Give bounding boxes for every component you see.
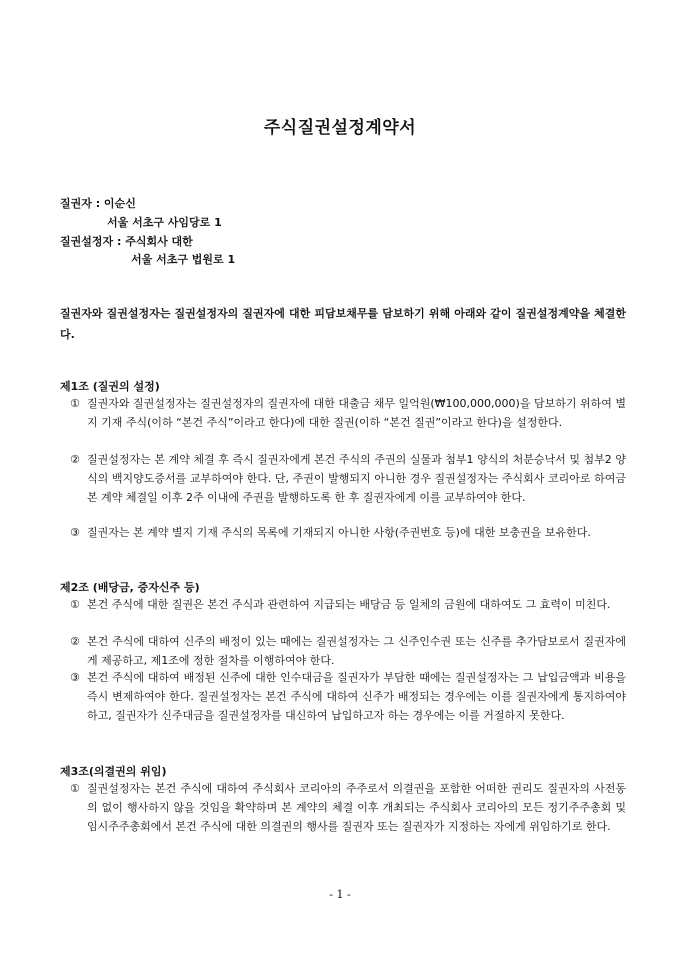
clause-number: ① [70,598,80,611]
clause-text: 질권설정자는 본 계약 체결 후 즉시 질권자에게 본건 주식의 주권의 실물과 첨부1 양식의 처분승낙서 및 첨부2 양식의 백지양도증서를 교부하여야 한다. 단, 주권이 발행되지 아니한 경우 질권설정자는 주식회사 코리아로 하여금 본 계약 체결일 이후 2주 이내에 주권을 발행하도록 한 후 질권자에게 이를 교부하여야 한다. [87,453,626,504]
article-2-clause-3 [70,669,626,725]
pledgor-label: 질권설정자 : 주식회사 대한 [60,235,193,248]
article-2-clause-2 [70,633,626,671]
article-2-clause-1 [70,596,626,615]
clause-text: 질권자는 본 계약 별지 기재 주식의 목록에 기재되지 아니한 사항(주권번호 등)에 대한 보충권을 보유한다. [87,526,591,539]
clause-number: ③ [70,526,80,539]
article-3-heading: 제3조(의결권의 위임) [60,765,167,778]
page-number: - 1 - [329,888,351,901]
article-1-clause-2 [70,451,626,507]
clause-text: 본건 주식에 대하여 신주의 배정이 있는 때에는 질권설정자는 그 신주인수권 또는 신주를 추가담보로서 질권자에게 제공하고, 제1조에 정한 절차를 이행하여야 한다. [87,635,626,667]
pledgor-address: 서울 서초구 법원로 1 [131,253,236,266]
clause-text: 질권자와 질권설정자는 질권설정자의 질권자에 대한 대출금 채무 일억원(₩100,000,000)을 담보하기 위하여 별지 기재 주식(이하 “본건 주식”이라고 한다)에 대한 질권(이하 “본건 질권”이라고 한다)을 설정한다. [87,397,626,429]
clause-text: 본건 주식에 대한 질권은 본건 주식과 관련하여 지급되는 배당금 등 일체의 금원에 대하여도 그 효력이 미친다. [87,598,611,611]
article-1-clause-3 [70,524,626,543]
article-2-heading: 제2조 (배당금, 증자신주 등) [60,581,200,594]
clause-number: ① [70,397,80,410]
clause-number: ② [70,453,80,466]
pledgee-address: 서울 서초구 사임당로 1 [107,216,222,229]
pledgee-label: 질권자 : 이순신 [60,197,136,210]
clause-number: ① [70,782,80,795]
document-title: 주식질권설정계약서 [263,118,417,138]
clause-number: ② [70,635,80,648]
intro-paragraph: 질권자와 질권설정자는 질권설정자의 질권자에 대한 피담보채무를 담보하기 위해 아래와 같이 질권설정계약을 체결한다. [60,307,626,341]
clause-number: ③ [70,671,80,684]
clause-text: 질권설정자는 본건 주식에 대하여 주식회사 코리아의 주주로서 의결권을 포함한 어떠한 권리도 질권자의 사전동의 없이 행사하지 않을 것임을 확약하며 본 계약의 체결 이후 개최되는 주식회사 코리아의 모든 정기주주총회 및 임시주주총회에서 본건 주식에 대한 의결권의 행사를 질권자 또는 질권자가 지정하는 자에게 위임하기로 한다. [87,782,626,833]
article-3-clause-1 [70,780,626,836]
article-1-clause-1 [70,395,626,433]
article-1-heading: 제1조 (질권의 설정) [60,380,160,393]
clause-text: 본건 주식에 대하여 배정된 신주에 대한 인수대금을 질권자가 부담한 때에는 질권설정자는 그 납입금액과 비용을 즉시 변제하여야 한다. 질권설정자는 본건 주식에 대하여 신주가 배정되는 경우에는 이를 질권자에게 통지하여야 하고, 질권자가 신주대금을 질권설정자를 대신하여 납입하고자 하는 경우에는 이를 거절하지 못한다. [87,671,626,722]
